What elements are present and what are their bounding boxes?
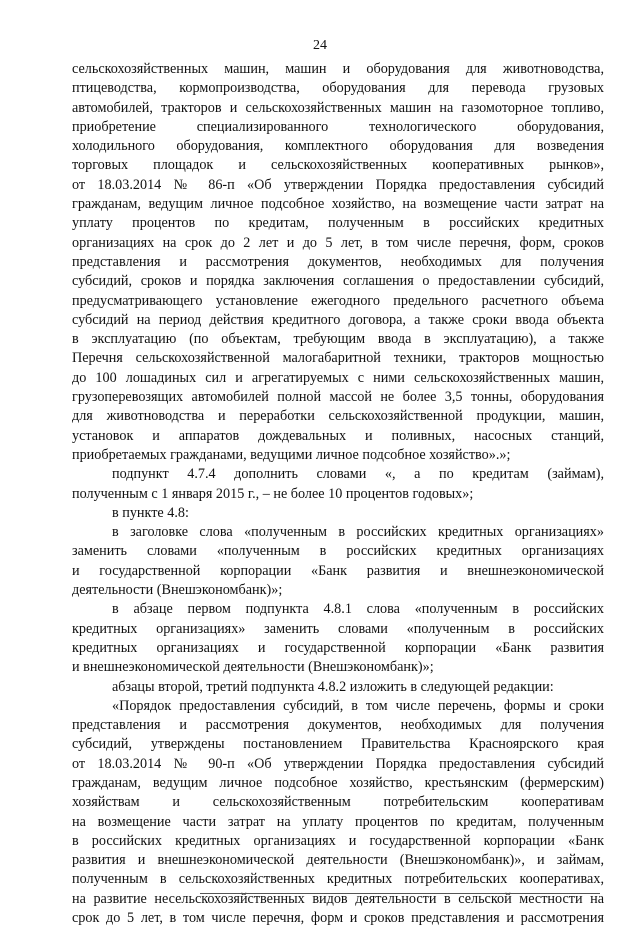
text-line: холодильного оборудования, комплектного оборудования для возведения [72, 138, 604, 155]
text-line: субсидий, сроков и порядка заключения соглашения о предоставлении субсидий, [72, 273, 604, 290]
text-line: «Порядок предоставления субсидий, в том числе перечень, формы и сроки [112, 697, 604, 714]
text-line: приобретаемых гражданами, ведущими личное подсобное хозяйство».»; [72, 446, 511, 463]
text-line: Перечня сельскохозяйственной малогабаритной техники, тракторов мощностью [72, 350, 604, 367]
text-line: сельскохозяйственных машин, машин и оборудования для животноводства, [72, 61, 604, 77]
text-line: от 18.03.2014 № 86-п «Об утверждении Порядка предоставления субсидий [72, 176, 604, 193]
text-line: грузоперевозящих автомобилей полной массой не более 3,5 тонны, оборудования [72, 389, 604, 406]
text-line: в пункте 4.8: [112, 504, 189, 521]
text-line: полученным в сельскохозяйственных кредитных потребительских кооперативах, [72, 871, 604, 888]
text-line: субсидий, утверждены постановлением Правительства Красноярского края [72, 736, 604, 753]
text-line: и внешнеэкономической деятельности (Внешэкономбанк)»; [72, 659, 434, 676]
text-line: птицеводства, кормопроизводства, оборудования для перевода грузовых [72, 80, 604, 97]
text-line: уплату процентов по кредитам, полученным в российских кредитных [72, 215, 604, 232]
text-line: субсидий на период действия кредитного договора, а также сроки ввода объекта [72, 311, 604, 328]
text-line: приобретение специализированного технологического оборудования, [72, 118, 604, 135]
text-line: для животноводства и переработки сельскохозяйственной продукции, машин, [72, 408, 604, 425]
text-line: представления и рассмотрения документов, необходимых для получения [72, 717, 604, 734]
text-line: срок до 5 лет, в том числе перечня, форм и сроков представления и рассмотрения [72, 910, 604, 927]
text-line: в российских кредитных организациях и государственной корпорации «Банк [72, 832, 604, 849]
text-line: абзацы второй, третий подпункта 4.8.2 изложить в следующей редакции: [112, 678, 554, 695]
text-line: на возмещение части затрат на уплату процентов по кредитам, полученным [72, 813, 604, 830]
text-line: в абзаце первом подпункта 4.8.1 слова «полученным в российских [112, 601, 604, 618]
text-line: до 100 лошадиных сил и агрегатируемых с ними сельскохозяйственных машин, [72, 369, 604, 386]
text-line: на развитие несельскохозяйственных видов деятельности в сельской местности на [72, 890, 604, 907]
text-line: полученным с 1 января 2015 г., – не более 10 процентов годовых»; [72, 485, 474, 502]
document-body [72, 60, 604, 928]
text-line: кредитных организациях и государственной корпорации «Банк развития [72, 639, 604, 656]
text-line: от 18.03.2014 № 90-п «Об утверждении Порядка предоставления субсидий [72, 755, 604, 772]
page-number: 24 [313, 38, 327, 53]
footer-rule [200, 893, 600, 894]
text-line: торговых площадок и сельскохозяйственных кооперативных рынков», [72, 157, 604, 174]
text-line: развития и внешнеэкономической деятельности (Внешэкономбанк)», и займам, [72, 852, 604, 869]
text-line: установок и аппаратов дождевальных и поливных, насосных станций, [72, 427, 604, 444]
text-line: в заголовке слова «полученным в российских кредитных организациях» [112, 524, 604, 541]
text-line: и государственной корпорации «Банк развития и внешнеэкономической [72, 562, 604, 579]
text-line: подпункт 4.7.4 дополнить словами «, а по кредитам (займам), [112, 466, 604, 483]
text-line: хозяйствам и сельскохозяйственным потребительским кооперативам [72, 794, 604, 811]
text-line: заменить словами «полученным в российских кредитных организациях [72, 543, 604, 560]
text-line: деятельности (Внешэкономбанк)»; [72, 582, 283, 599]
text-line: организациях на срок до 2 лет и до 5 лет, в том числе перечня, форм, сроков [72, 234, 604, 251]
text-line: гражданам, ведущим личное подсобное хозяйство, крестьянским (фермерским) [72, 774, 604, 791]
text-line: в эксплуатацию (по объектам, требующим ввода в эксплуатацию), а также [72, 331, 604, 348]
text-line: автомобилей, тракторов и сельскохозяйственных машин на газомоторное топливо, [72, 99, 604, 116]
text-line: кредитных организациях» заменить словами «полученным в российских [72, 620, 604, 637]
text-line: предусматривающего установление ежегодного предельного расчетного объема [72, 292, 604, 309]
text-line: гражданам, ведущим личное подсобное хозяйство, на возмещение части затрат на [72, 196, 604, 213]
text-line: представления и рассмотрения документов, необходимых для получения [72, 253, 604, 270]
